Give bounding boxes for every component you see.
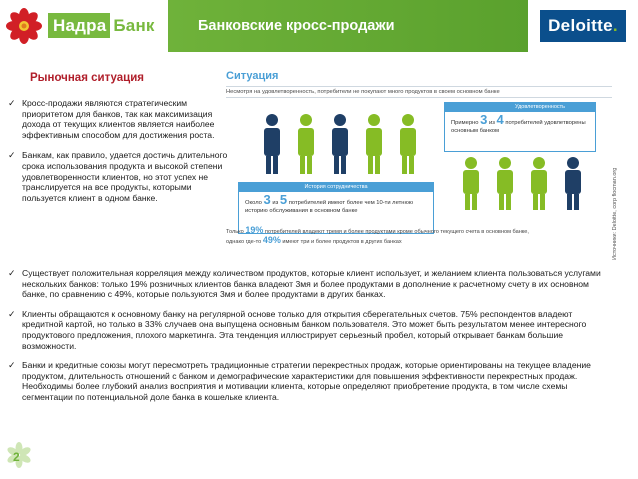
satisfaction-stat: Примерно 3 из 4 потребителей удовлетворены основным банком: [451, 112, 586, 134]
infographic-subtitle: Несмотря на удовлетворенность, потребители не покупают много продуктов в своем основном банке: [226, 86, 612, 98]
infographic-title: Ситуация: [226, 70, 279, 82]
person-icon: [366, 114, 382, 174]
infographic-note: Только 19% потребителей владеют тремя и более продуктами кроме обычного текущего счета в основном банке, однако где-то 49% имеют три и более продуктов в других банках: [226, 225, 529, 245]
bullet-item: [6, 268, 606, 300]
person-icon: [298, 114, 314, 174]
slide-title-bar: [168, 0, 528, 52]
person-icon: [332, 114, 348, 174]
bank-name: [48, 16, 158, 36]
people-illustration-left: [256, 112, 436, 176]
person-icon: [531, 157, 547, 210]
person-icon: [463, 157, 479, 210]
section-title: Рыночная ситуация: [30, 72, 144, 84]
bank-logo: [0, 0, 168, 52]
infographic: [226, 70, 612, 250]
source-text: Источники: Deloitte, corp flocman.org: [612, 167, 618, 260]
history-header: История сотрудничества: [239, 183, 433, 192]
check-icon: ✓: [8, 98, 16, 108]
bullet-item: [6, 309, 606, 351]
check-icon: ✓: [8, 150, 16, 161]
source-caption: [612, 100, 624, 260]
bullet-text: Кросс-продажи являются стратегическим приоритетом для банков, так как максимизация дохода от текущих клиентов является наиболее эффективным способом для достижения роста.: [22, 98, 215, 140]
bullet-item: [6, 360, 606, 402]
bullet-text: Банкам, как правило, удается достичь длительного срока использования продукта и высокой степени удовлетворенности клиентов, но этот успех не транслируется на все продукты, которыми пользуется клиент в одном банке.: [22, 150, 228, 203]
bullet-item: [6, 150, 228, 203]
check-icon: ✓: [8, 308, 16, 319]
slide-title: Банковские кросс-продажи: [198, 18, 395, 34]
history-value-2: 5: [279, 192, 288, 207]
deloitte-logo: Deloitte.: [540, 10, 626, 42]
history-stat: Около 3 из 5 потребителей имеют более чем 10-ти летнюю историю обслуживания в основном банке: [245, 192, 414, 214]
person-icon: [565, 157, 581, 210]
bullet-text: Существует положительная корреляция между количеством продуктов, которые клиент использует, и желанием клиента пользоваться услугами нескольких банков: только 19% розничных клиентов банка владеют 3мя и более продуктами в дополнение к расчетному счету в их основном банке, по сравнению с 49%, которые пользуются 3мя и более продуктами в других банках.: [22, 268, 601, 300]
bullet-text: Клиенты обращаются к основному банку на регулярной основе только для открытия сберегательных счетов. 75% респондентов владеют кредитной картой, но только в 33% случаев она выпущена основным банком пользователя. Это может быть результатом менее интересного продуктового предложения, плохого маркетинга. Эта тенденция иллюстрирует серьезный пробел, который открывает банкам большие возможности.: [22, 308, 587, 351]
bullets-bottom: [6, 268, 606, 412]
person-icon: [264, 114, 280, 174]
partner-logo: [528, 0, 638, 52]
bullet-text: Банки и кредитные союзы могут пересмотреть традиционные стратегии перекрестных продаж, которые ориентированы на текущее владение продуктом, длительность отношений с банком и демографические характеристики для повышения эффективности перекрестных продаж. Необходимы более глубокий анализ восприятия и мотивации клиента, которые определяют приобретение продукта, в том числе схемы сегментации по потенциальной доле банка в кошельке клиента.: [22, 360, 591, 402]
check-icon: ✓: [8, 268, 16, 278]
satisfaction-panel: [444, 102, 596, 152]
bullet-item: [6, 98, 228, 140]
people-illustration-right: [458, 156, 598, 212]
bullets-top: [6, 98, 228, 213]
satisfaction-value-1: 3: [480, 112, 488, 127]
footer: [0, 436, 638, 479]
page-number: 2: [13, 450, 20, 464]
bank-name-part2: Банк: [110, 13, 157, 38]
flower-logo-icon: [6, 8, 42, 44]
history-value-1: 3: [263, 192, 271, 207]
satisfaction-header: Удовлетворенность: [445, 103, 595, 112]
person-icon: [497, 157, 513, 210]
bank-name-part1: Надра: [48, 13, 110, 38]
satisfaction-value-2: 4: [496, 112, 504, 127]
note-percent-1: 19%: [245, 225, 264, 235]
check-icon: ✓: [8, 360, 16, 371]
header: [0, 0, 638, 52]
person-icon: [400, 114, 416, 174]
note-percent-2: 49%: [262, 235, 281, 245]
